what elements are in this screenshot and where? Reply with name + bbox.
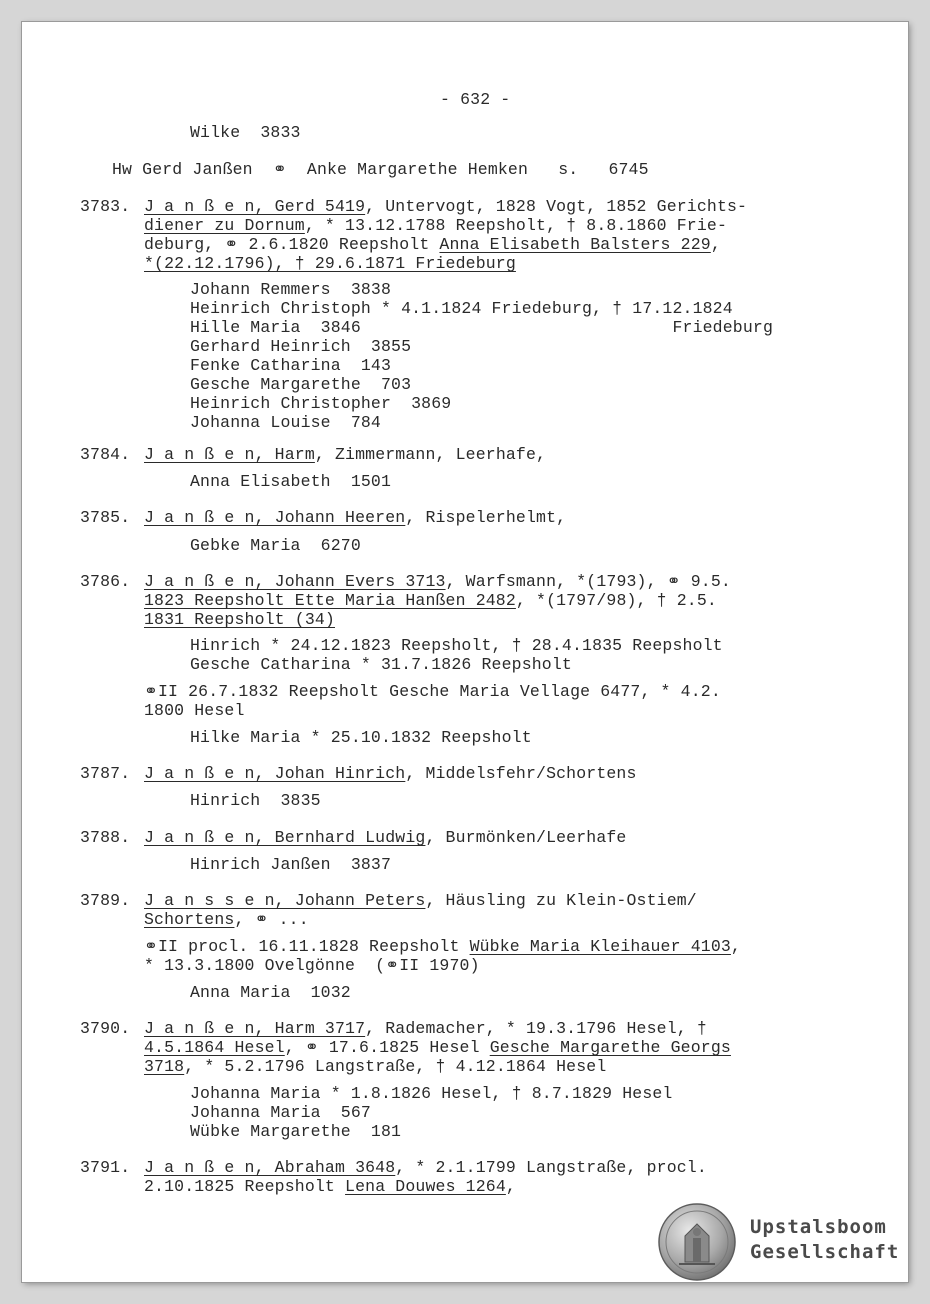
entry-text: , [710, 235, 721, 254]
hw-line: Hw Gerd Janßen ⚭ Anke Margarethe Hemken s. 6745 [112, 160, 649, 179]
brand-line-2: Gesellschaft [750, 1241, 900, 1263]
brand-line-1: Upstalsboom [750, 1216, 887, 1238]
entry-name: J a n ß e n, Bernhard Ludwig [144, 828, 426, 847]
spouse-name: Anna Elisabeth Balsters 229 [439, 235, 711, 254]
child-line: Gerhard Heinrich 3855 [190, 337, 412, 356]
entry-text: , [730, 937, 741, 956]
entry-line [144, 891, 697, 910]
entry-text: , ⚭ ... [234, 910, 309, 929]
marriage-line [144, 937, 741, 956]
entry-line [144, 910, 309, 929]
entry-text: , Rispelerhelmt, [405, 508, 567, 527]
entry-text: Schortens [144, 910, 235, 929]
entry-line [144, 508, 566, 527]
marriage-line: * 13.3.1800 Ovelgönne (⚭II 1970) [144, 956, 480, 975]
child-line: Johanna Maria * 1.8.1826 Hesel, † 8.7.1829 Hesel [190, 1084, 673, 1103]
entry-line [144, 764, 637, 783]
entry-name: J a n ß e n, Gerd 5419 [144, 197, 366, 216]
entry-text: diener zu Dornum [144, 216, 305, 235]
entry-text: deburg, ⚭ 2.6.1820 Reepsholt [144, 235, 440, 254]
entry-number: 3789. [80, 891, 131, 910]
entry-text: , ⚭ 17.6.1825 Hesel [284, 1038, 490, 1057]
entry-name: J a n ß e n, Abraham 3648 [144, 1158, 396, 1177]
entry-text: 1823 Reepsholt Ette Maria Hanßen 2482 [144, 591, 516, 610]
child-line: Johanna Maria 567 [190, 1103, 371, 1122]
marriage-line: 1800 Hesel [144, 701, 245, 720]
entry-text: , * 2.1.1799 Langstraße, procl. [395, 1158, 707, 1177]
entry-name: J a n ß e n, Johan Hinrich [144, 764, 406, 783]
entry-line [144, 445, 546, 464]
entry-line [144, 1019, 707, 1038]
entry-name: J a n ß e n, Johann Evers 3713 [144, 572, 446, 591]
child-line: Anna Elisabeth 1501 [190, 472, 392, 491]
entry-text: , * 13.12.1788 Reepsholt, † 8.8.1860 Frie- [304, 216, 727, 235]
document-page [22, 22, 908, 1282]
child-line: Hinrich * 24.12.1823 Reepsholt, † 28.4.1835 Reepsholt [190, 636, 723, 655]
entry-name: J a n ß e n, Harm [144, 445, 315, 464]
child-line: Heinrich Christopher 3869 [190, 394, 452, 413]
entry-number: 3791. [80, 1158, 131, 1177]
entry-text: 4.5.1864 Hesel [144, 1038, 285, 1057]
entry-line [144, 572, 731, 591]
child-line: Anna Maria 1032 [190, 983, 351, 1002]
child-line: Gebke Maria 6270 [190, 536, 361, 555]
entry-number: 3786. [80, 572, 131, 591]
entry-text: ⚭II procl. 16.11.1828 Reepsholt [144, 937, 470, 956]
family-heading: Wilke 3833 [190, 123, 301, 142]
child-line: Hinrich Janßen 3837 [190, 855, 392, 874]
entry-number: 3787. [80, 764, 131, 783]
child-line: Wübke Margarethe 181 [190, 1122, 402, 1141]
entry-text: , Zimmermann, Leerhafe, [314, 445, 547, 464]
entry-text: , Burmönken/Leerhafe [425, 828, 627, 847]
entry-text: , * 5.2.1796 Langstraße, † 4.12.1864 Hesel [184, 1057, 607, 1076]
child-line: Johanna Louise 784 [190, 413, 381, 432]
entry-line [144, 235, 721, 254]
spouse-name: Gesche Margarethe Georgs [489, 1038, 731, 1057]
spouse-name: Wübke Maria Kleihauer 4103 [469, 937, 731, 956]
child-line: Hilke Maria * 25.10.1832 Reepsholt [190, 728, 532, 747]
entry-text: 3718 [144, 1057, 185, 1076]
entry-number: 3788. [80, 828, 131, 847]
entry-line [144, 1177, 516, 1196]
entry-text: , Middelsfehr/Schortens [405, 764, 637, 783]
child-line: Hinrich 3835 [190, 791, 321, 810]
page-number: - 632 - [440, 90, 511, 109]
entry-name: J a n s s e n, Johann Peters [144, 891, 426, 910]
entry-line [144, 828, 627, 847]
child-line: Johann Remmers 3838 [190, 280, 392, 299]
seal-icon [657, 1202, 737, 1282]
entry-text: , Rademacher, * 19.3.1796 Hesel, † [365, 1019, 707, 1038]
entry-line [144, 216, 727, 235]
spouse-name: Lena Douwes 1264 [345, 1177, 506, 1196]
entry-line [144, 1057, 606, 1076]
marriage-line: ⚭II 26.7.1832 Reepsholt Gesche Maria Vellage 6477, * 4.2. [144, 682, 721, 701]
entry-number: 3785. [80, 508, 131, 527]
entry-number: 3784. [80, 445, 131, 464]
entry-number: 3790. [80, 1019, 131, 1038]
entry-text: , [505, 1177, 516, 1196]
entry-text: *(22.12.1796), † 29.6.1871 Friedeburg [144, 254, 516, 273]
child-line: Gesche Margarethe 703 [190, 375, 412, 394]
entry-line [144, 1038, 731, 1057]
entry-text: 1831 Reepsholt (34) [144, 610, 335, 629]
entry-name: J a n ß e n, Harm 3717 [144, 1019, 366, 1038]
entry-line [144, 591, 717, 610]
entry-name: J a n ß e n, Johann Heeren [144, 508, 406, 527]
entry-line [144, 610, 335, 629]
entry-text: , *(1797/98), † 2.5. [515, 591, 717, 610]
entry-text: 2.10.1825 Reepsholt [144, 1177, 346, 1196]
child-line: Hille Maria 3846 Friedeburg [190, 318, 773, 337]
entry-text: , Untervogt, 1828 Vogt, 1852 Gerichts- [365, 197, 748, 216]
child-line: Fenke Catharina 143 [190, 356, 392, 375]
entry-text: , Häusling zu Klein-Ostiem/ [425, 891, 697, 910]
entry-number: 3783. [80, 197, 131, 216]
entry-line [144, 197, 747, 216]
child-line: Heinrich Christoph * 4.1.1824 Friedeburg, † 17.12.1824 [190, 299, 733, 318]
entry-text: , Warfsmann, *(1793), ⚭ 9.5. [445, 572, 731, 591]
entry-line [144, 254, 516, 273]
entry-line [144, 1158, 707, 1177]
child-line: Gesche Catharina * 31.7.1826 Reepsholt [190, 655, 572, 674]
